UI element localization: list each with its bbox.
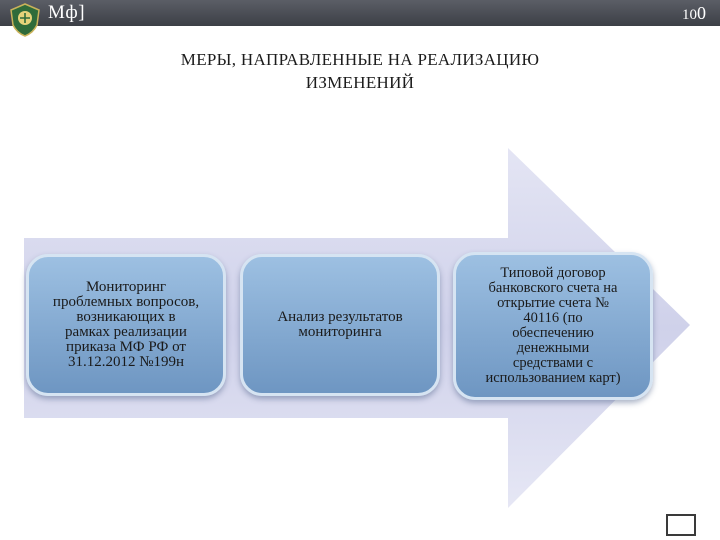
brand-label: Мф] bbox=[48, 2, 86, 23]
step-1-line: приказа МФ РФ от bbox=[66, 339, 186, 355]
step-3-line: банковского счета на bbox=[488, 280, 618, 296]
page-number-suffix: 0 bbox=[697, 3, 706, 23]
slide-title-line-1: МЕРЫ, НАПРАВЛЕННЫЕ НА РЕАЛИЗАЦИЮ bbox=[180, 50, 540, 69]
step-box-analysis bbox=[240, 254, 440, 396]
step-3-line: средствами с bbox=[512, 355, 594, 371]
step-box-contract bbox=[453, 252, 653, 400]
step-2-line: мониторинга bbox=[298, 324, 382, 340]
step-1-line: Мониторинг bbox=[85, 279, 167, 295]
slide-title-line-2: ИЗМЕНЕНИЙ bbox=[305, 73, 415, 92]
step-3-line: Типовой договор bbox=[500, 265, 606, 281]
step-3-line: открытие счета № bbox=[497, 295, 609, 311]
step-2-line: Анализ результатов bbox=[277, 309, 403, 325]
step-3-line: использованием карт) bbox=[485, 370, 621, 386]
step-1-line: возникающих в bbox=[76, 309, 176, 325]
step-3-text bbox=[485, 266, 620, 386]
step-box-monitoring bbox=[26, 254, 226, 396]
step-2-text bbox=[277, 310, 402, 340]
slide-nav-button[interactable] bbox=[666, 514, 696, 536]
step-3-line: 40116 (по bbox=[523, 310, 583, 326]
step-1-line: рамках реализации bbox=[65, 324, 187, 340]
step-1-text bbox=[53, 280, 199, 370]
step-1-line: 31.12.2012 №199н bbox=[67, 354, 185, 370]
step-3-line: обеспечению bbox=[512, 325, 594, 341]
step-3-line: денежными bbox=[516, 340, 590, 356]
page-number-value: 10 bbox=[682, 7, 697, 23]
step-1-line: проблемных вопросов, bbox=[52, 294, 200, 310]
